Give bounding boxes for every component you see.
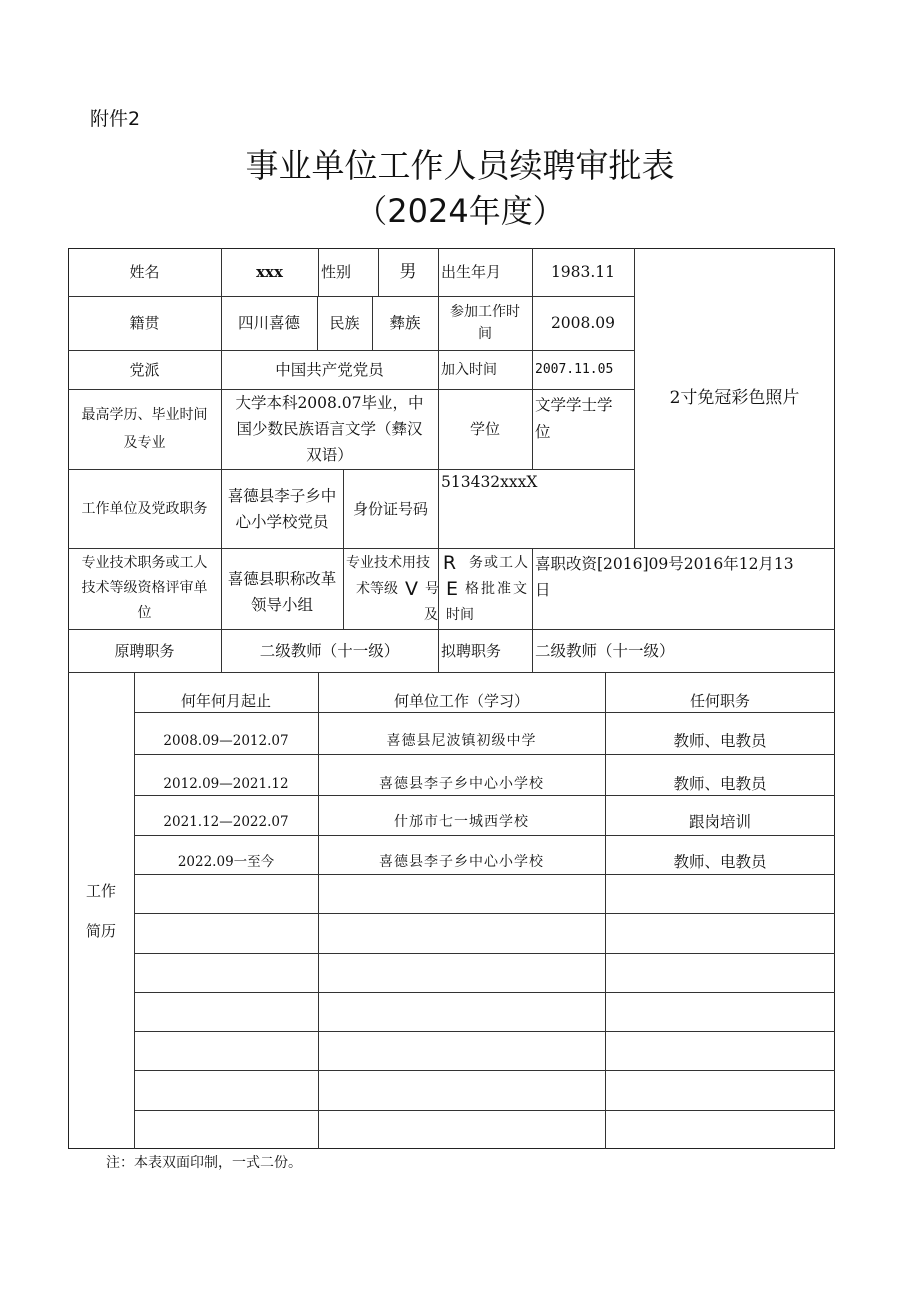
id-value: 513432xxxX — [441, 473, 538, 491]
join-label: 加入时间 — [441, 361, 497, 378]
work-history-label-line: 简历 — [85, 921, 116, 940]
year-subtitle: （2024年度） — [355, 192, 565, 230]
work-start-label-line: 间 — [478, 326, 492, 342]
history-period: 2021.12—2022.07 — [163, 814, 289, 830]
history-unit: 什邡市七一城西学校 — [394, 814, 529, 830]
education-value-line: 双语） — [306, 446, 353, 464]
degree-value-line: 文学学士学 — [535, 396, 613, 414]
tech-review-label-line: 专业技术职务或工人 — [81, 555, 208, 571]
degree-value-line: 位 — [535, 423, 551, 441]
work-start-label-line: 参加工作时 — [450, 304, 520, 320]
row-divider — [134, 953, 835, 954]
ethnicity-label: 民族 — [329, 314, 360, 332]
gender-value: 男 — [399, 262, 417, 282]
tech-review-label — [68, 548, 221, 629]
tech-level-text: 时间 — [446, 607, 474, 623]
col-divider — [532, 548, 533, 672]
education-label-line: 及专业 — [123, 435, 166, 451]
proposed-post-label: 拟聘职务 — [441, 641, 502, 660]
tech-review-unit-line: 领导小组 — [250, 595, 313, 614]
history-header-period: 何年何月起止 — [180, 692, 271, 710]
work-history-label-line: 工作 — [85, 881, 116, 900]
work-unit-label: 工作单位及党政职务 — [81, 500, 208, 517]
history-unit: 喜德县尼波镇初级中学 — [386, 733, 537, 749]
history-position: 教师、电教员 — [673, 852, 767, 871]
history-unit: 喜德县李子乡中心小学校 — [379, 775, 544, 792]
education-value-line: 国少数民族语言文学（彝汉 — [236, 420, 423, 438]
party-label: 党派 — [129, 360, 160, 379]
education-value-line: 大学本科2008.07毕业，中 — [235, 394, 424, 412]
degree-value — [535, 392, 634, 469]
birth-value: 1983.11 — [550, 263, 616, 281]
tech-review-unit-value — [221, 548, 343, 629]
history-unit: 喜德县李子乡中心小学校 — [379, 853, 544, 870]
party-value: 中国共产党党员 — [275, 360, 384, 379]
work-history-label — [68, 672, 134, 1149]
page-title: 事业单位工作人员续聘审批表 — [245, 146, 675, 185]
tech-level-text: 术等级 — [356, 581, 398, 597]
tech-review-label-line: 位 — [137, 605, 152, 621]
original-post-value: 二级教师（十一级） — [259, 641, 400, 660]
birth-label: 出生年月 — [441, 263, 502, 281]
col-divider — [438, 469, 439, 548]
original-post-label: 原聘职务 — [114, 641, 175, 660]
tech-level-text: 号 — [424, 581, 439, 597]
history-header-position: 任何职务 — [689, 692, 750, 710]
name-label: 姓名 — [129, 263, 160, 281]
name-value: xxx — [256, 263, 283, 281]
work-unit-value — [221, 469, 343, 548]
row-divider — [134, 1110, 835, 1111]
history-period: 2012.09—2021.12 — [163, 775, 289, 792]
work-unit-value-line: 心小学校党员 — [235, 512, 329, 531]
proposed-post-value: 二级教师（十一级） — [535, 641, 675, 660]
tech-level-letter: V — [404, 578, 418, 600]
tech-level-text: 专业技术用技 — [346, 555, 430, 571]
id-label: 身份证号码 — [352, 499, 428, 518]
tech-level-text: 格批准文 — [464, 581, 529, 597]
tech-review-unit-line: 喜德县职称改革 — [227, 569, 337, 588]
photo-placeholder: 2寸免冠彩色照片 — [669, 388, 800, 408]
row-divider — [134, 913, 835, 914]
tech-level-line — [346, 577, 529, 603]
history-position: 教师、电教员 — [673, 732, 767, 750]
work-start-value: 2008.09 — [550, 314, 616, 332]
row-divider — [134, 1031, 835, 1032]
work-start-label — [438, 296, 532, 350]
tech-level-letter: E — [445, 578, 458, 600]
history-position: 跟岗培训 — [688, 813, 751, 831]
tech-review-label-line: 技术等级资格评审单 — [81, 580, 208, 596]
education-label — [68, 389, 221, 469]
tech-level-letter: R — [442, 552, 457, 574]
join-value: 2007.11.05 — [535, 361, 614, 377]
approval-doc-value — [535, 551, 833, 629]
tech-level-text: 及 — [424, 607, 438, 623]
history-period: 2022.09一至今 — [177, 853, 275, 870]
row-divider — [134, 992, 835, 993]
col-divider — [318, 248, 319, 296]
education-value — [221, 389, 438, 469]
degree-label: 学位 — [469, 420, 500, 438]
work-unit-value-line: 喜德县李子乡中 — [227, 486, 337, 505]
education-label-line: 最高学历、毕业时间 — [81, 407, 208, 423]
tech-level-label — [343, 548, 532, 629]
ethnicity-value: 彝族 — [389, 314, 421, 332]
gender-label: 性别 — [321, 263, 352, 281]
tech-level-line — [346, 603, 529, 629]
tech-level-line — [346, 551, 529, 577]
footer-note: 注：本表双面印制，一式二份。 — [106, 1155, 302, 1171]
approval-doc-line: 日 — [535, 581, 551, 599]
approval-doc-line: 喜职改资[2016]09号2016年12月13 — [535, 555, 794, 573]
history-header-unit: 何单位工作（学习） — [393, 692, 529, 710]
native-value: 四川喜德 — [237, 314, 300, 332]
attachment-label: 附件2 — [90, 108, 141, 130]
history-position: 教师、电教员 — [673, 774, 767, 793]
native-label: 籍贯 — [129, 314, 160, 332]
tech-level-text: 务或工人 — [468, 555, 529, 571]
row-divider — [134, 1070, 835, 1071]
history-period: 2008.09—2012.07 — [163, 733, 289, 749]
